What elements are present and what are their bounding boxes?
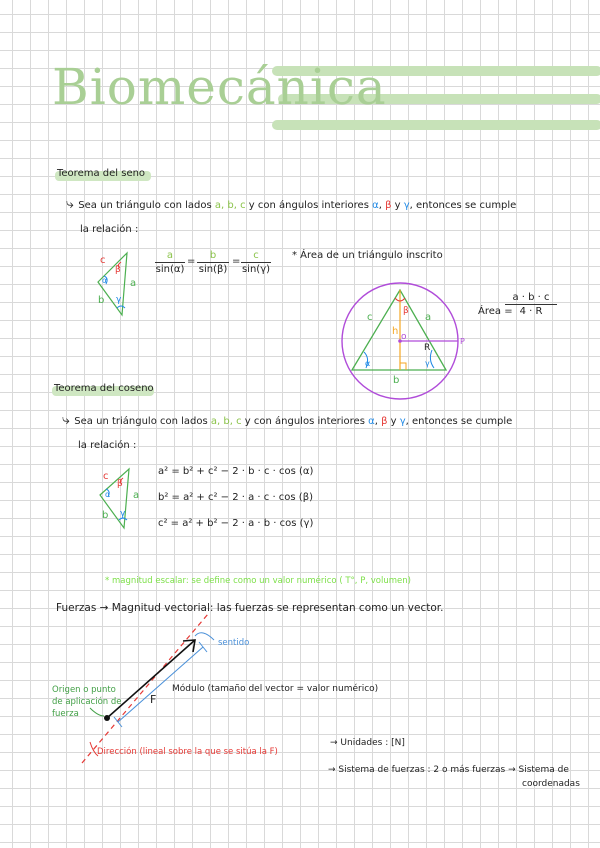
seno-beta: β xyxy=(385,200,392,211)
sine-tri-label-gamma: γ xyxy=(116,295,122,305)
circle-label-c: c xyxy=(367,312,373,323)
page-title: Biomecánica xyxy=(52,58,387,116)
coseno-y: y xyxy=(390,416,397,427)
cosine-equation-b: b² = a² + c² − 2 · a · c · cos (β) xyxy=(158,492,313,503)
cosine-equation-a: a² = b² + c² − 2 · b · c · cos (α) xyxy=(158,466,314,477)
sine-ratio-a-num: a xyxy=(155,250,185,263)
magnitud-escalar-note: * magnitud escalar: se define como un valor numérico ( T°, P, volumen) xyxy=(105,576,411,586)
area-formula-den: 4 · R xyxy=(519,306,543,317)
hook-arrow-2: ⤷ xyxy=(62,412,75,428)
sine-tri-label-beta: β xyxy=(115,265,121,275)
seno-alpha: α xyxy=(372,200,379,211)
seno-relacion: la relación : xyxy=(80,224,139,235)
label-F: F xyxy=(150,693,157,706)
label-direccion: Dirección (lineal sobre la que se sitúa la F) xyxy=(97,747,278,757)
cos-tri-label-alpha: α xyxy=(105,490,111,499)
force-vector-diagram xyxy=(82,614,214,763)
circle-label-R: R xyxy=(424,343,431,353)
circle-label-a: a xyxy=(425,312,432,323)
sine-tri-label-c: c xyxy=(100,255,106,266)
area-formula-num: a · b · c xyxy=(505,292,557,305)
coseno-intro: Sea un triángulo con lados xyxy=(74,416,208,427)
seno-gamma: γ xyxy=(403,200,410,211)
coseno-intro-line: ⤷ Sea un triángulo con lados a, b, c y con ángulos interiores α, β y γ, entonces se cumple xyxy=(62,412,513,428)
seno-cumple: , entonces se cumple xyxy=(409,200,517,211)
heading-seno: Teorema del seno xyxy=(57,168,146,179)
circle-label-b: b xyxy=(393,375,400,386)
sine-ratio-c-num: c xyxy=(241,250,271,263)
sine-ratio-b-num: b xyxy=(197,250,229,263)
coseno-alpha: α xyxy=(368,416,375,427)
circle-label-alpha: α xyxy=(365,359,371,368)
area-label: Área = xyxy=(478,306,513,317)
cos-tri-label-beta: β xyxy=(117,479,123,489)
seno-y: y xyxy=(394,200,401,211)
cos-tri-label-c: a, b, c xyxy=(0,0,4,1)
circle-label-beta: β xyxy=(403,306,409,316)
sine-ratio-c-den: sin(γ) xyxy=(241,264,271,275)
sine-tri-label-a: a xyxy=(130,278,137,289)
hook-arrow: ⤷ xyxy=(66,196,79,212)
coseno-gamma: γ xyxy=(399,416,406,427)
sine-tri-label-alpha: α xyxy=(102,276,108,285)
cos-tri-label-b: b xyxy=(102,510,109,521)
coseno-relacion: la relación : xyxy=(78,440,137,451)
circle-label-P: P xyxy=(460,337,465,346)
circle-label-o: o xyxy=(401,332,407,342)
coseno-cumple: , entonces se cumple xyxy=(405,416,513,427)
label-unidades: → Unidades : [N] xyxy=(330,738,405,748)
cos-tri-label-c2: c xyxy=(103,471,109,482)
cosine-equation-c: c² = a² + b² − 2 · a · b · cos (γ) xyxy=(158,518,314,529)
sine-tri-label-b: b xyxy=(98,295,105,306)
label-coordenadas: coordenadas xyxy=(522,779,580,789)
label-sentido: sentido xyxy=(218,638,250,648)
seno-intro-line: ⤷ Sea un triángulo con lados a, b, c y con ángulos interiores α, β y γ, entonces se cumple xyxy=(66,196,517,212)
circle-label-h: h xyxy=(392,326,399,337)
area-note: * Área de un triángulo inscrito xyxy=(292,250,443,261)
label-modulo: Módulo (tamaño del vector = valor numérico) xyxy=(172,684,379,694)
equals-sign-1: = xyxy=(187,256,196,267)
fuerzas-definition: Fuerzas → Magnitud vectorial: las fuerzas se representan como un vector. xyxy=(56,602,444,614)
coseno-angles-text: y con ángulos interiores xyxy=(244,416,365,427)
seno-angles-text: y con ángulos interiores xyxy=(248,200,369,211)
coseno-beta: β xyxy=(381,416,388,427)
cos-tri-label-a: a xyxy=(133,490,140,501)
inscribed-triangle-diagram xyxy=(342,283,458,399)
equals-sign-2: = xyxy=(232,256,241,267)
heading-coseno: Teorema del coseno xyxy=(54,383,154,394)
label-sistema: → Sistema de fuerzas : 2 o más fuerzas → Sistema de xyxy=(328,765,569,775)
seno-sides: a, b, c xyxy=(214,200,246,211)
sine-ratio-a-den: sin(α) xyxy=(155,264,185,275)
coseno-sides: a, b, c xyxy=(210,416,242,427)
sine-ratio-b-den: sin(β) xyxy=(198,264,228,275)
label-origen: Origen o punto de aplicación de fuerza xyxy=(52,685,122,719)
cos-tri-label-gamma: γ xyxy=(120,509,126,519)
circle-label-gamma: γ xyxy=(425,359,430,368)
seno-intro: Sea un triángulo con lados xyxy=(78,200,212,211)
